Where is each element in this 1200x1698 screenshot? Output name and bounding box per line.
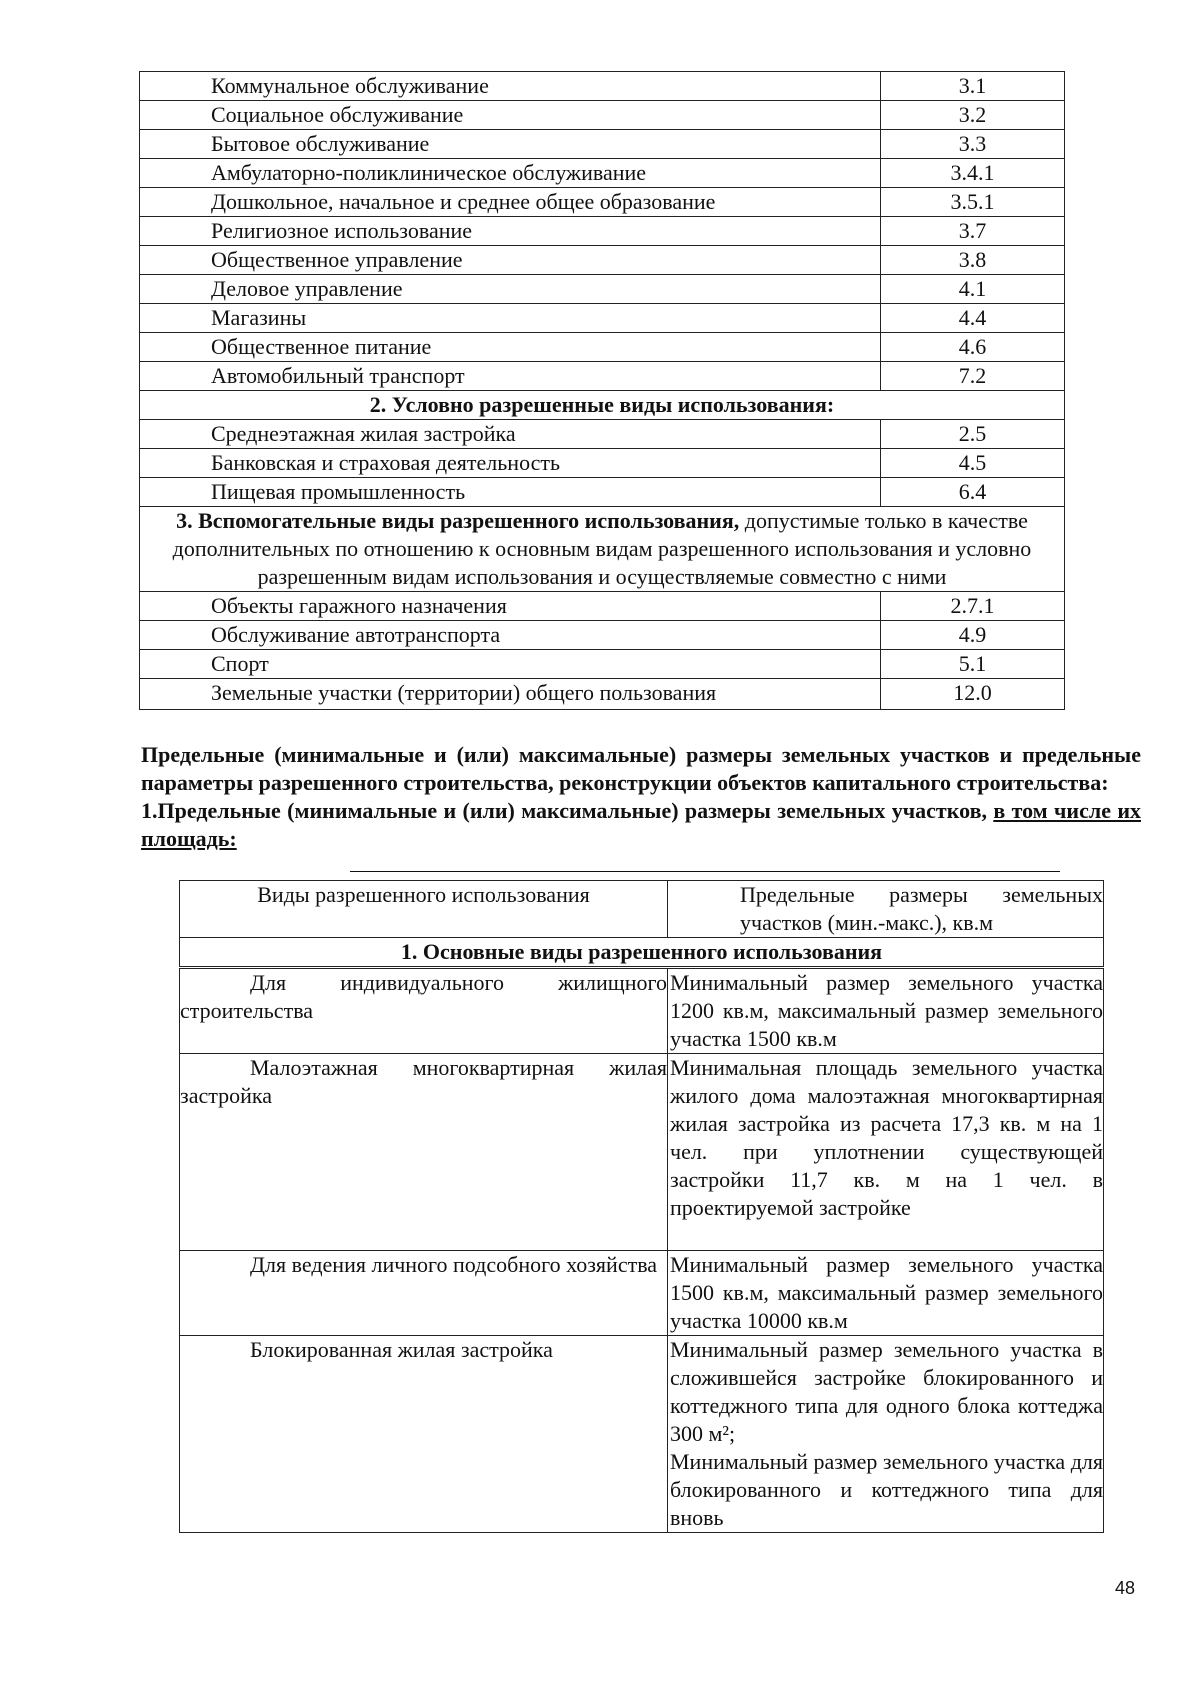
section-3-title <box>140 507 1065 592</box>
land-use-code: 3.3 <box>881 130 1065 159</box>
table-row <box>140 188 1065 217</box>
plot-size-cell: Минимальный размер земельного участка 1500 кв.м, максимальный размер земельного участка 10000 кв.м <box>668 1251 1104 1336</box>
table-row <box>140 275 1065 304</box>
plot-size-text-a: Минимальный размер земельного участка в сложившейся застройке блокированного и коттеджного типа для одного блока коттеджа 300 м²; <box>670 1337 1103 1446</box>
land-use-name: Среднеэтажная жилая застройка <box>140 420 881 449</box>
table-row <box>140 217 1065 246</box>
land-use-code: 6.4 <box>881 478 1065 507</box>
table-section-row <box>140 507 1065 592</box>
land-use-code: 3.4.1 <box>881 159 1065 188</box>
header-plot-size: Предельные размеры земельных участков (мин.-макс.), кв.м <box>668 881 1104 938</box>
land-use-name: Общественное питание <box>140 333 881 362</box>
land-use-code: 3.8 <box>881 246 1065 275</box>
section-2-title: 2. Условно разрешенные виды использования: <box>140 391 1065 420</box>
land-use-name: Банковская и страховая деятельность <box>140 449 881 478</box>
land-use-name: Пищевая промышленность <box>140 478 881 507</box>
plot-size-table <box>179 880 1104 1533</box>
land-use-code: 3.5.1 <box>881 188 1065 217</box>
table-section-row <box>140 391 1065 420</box>
land-use-code: 2.5 <box>881 420 1065 449</box>
land-use-name: Деловое управление <box>140 275 881 304</box>
land-use-code: 4.1 <box>881 275 1065 304</box>
table-row <box>140 130 1065 159</box>
land-use-name: Бытовое обслуживание <box>140 130 881 159</box>
land-use-code: 5.1 <box>881 650 1065 679</box>
heading-paragraph-2-underlined: в том числе их площадь: <box>141 798 1141 851</box>
plot-size-cell: Минимальный размер земельного участка 1200 кв.м, максимальный размер земельного участка 1500 кв.м <box>668 968 1104 1054</box>
table-row <box>140 362 1065 391</box>
land-use-cell: Для индивидуального жилищного строительства <box>180 968 668 1054</box>
table-row <box>180 968 1104 1054</box>
land-use-name: Дошкольное, начальное и среднее общее образование <box>140 188 881 217</box>
table-row <box>180 1251 1104 1336</box>
table-row <box>180 1054 1104 1251</box>
heading-paragraph-2 <box>141 797 1141 853</box>
table-header-row <box>180 881 1104 938</box>
plot-size-text-b: Минимальный размер земельного участка для блокированного и коттеджного типа для вновь <box>670 1449 1103 1530</box>
table-section-row <box>180 938 1104 968</box>
header-land-use: Виды разрешенного использования <box>180 881 668 938</box>
land-use-name: Амбулаторно-поликлиническое обслуживание <box>140 159 881 188</box>
table-row <box>140 333 1065 362</box>
land-use-code: 7.2 <box>881 362 1065 391</box>
land-use-name: Социальное обслуживание <box>140 101 881 130</box>
heading-paragraph-2-text: 1.Предельные (минимальные и (или) максимальные) размеры земельных участков, <box>141 798 994 823</box>
land-use-name: Спорт <box>140 650 881 679</box>
heading-paragraph-1: Предельные (минимальные и (или) максимальные) размеры земельных участков и предельные параметры разрешенного строительства, реконструкции объектов капитального строительства: <box>141 742 1141 795</box>
page-number: 48 <box>1115 1578 1136 1598</box>
underline-rule <box>350 871 1060 872</box>
section-heading <box>141 741 1141 853</box>
land-use-cell: Для ведения личного подсобного хозяйства <box>180 1251 668 1336</box>
table-row <box>140 621 1065 650</box>
land-use-name: Автомобильный транспорт <box>140 362 881 391</box>
plot-size-cell: Минимальная площадь земельного участка жилого дома малоэтажная многоквартирная жилая застройка из расчета 17,3 кв. м на 1 чел. при уплотнении существующей застройки 11,7 кв. м на 1 чел. в проектируемой застройке <box>668 1054 1104 1251</box>
section-3-title-bold: 3. Вспомогательные виды разрешенного использования, <box>176 508 740 533</box>
land-use-code: 12.0 <box>881 679 1065 710</box>
land-use-code: 2.7.1 <box>881 592 1065 621</box>
land-use-cell: Малоэтажная многоквартирная жилая застройка <box>180 1054 668 1251</box>
land-use-name: Обслуживание автотранспорта <box>140 621 881 650</box>
section-3-title-rest: допустимые только в качестве дополнительных по отношению к основным видам разрешенного использования и условно разрешенным видам использования и осуществляемые совместно с ними <box>172 508 1032 589</box>
table-row <box>140 592 1065 621</box>
section-1-title: 1. Основные виды разрешенного использования <box>180 938 1104 968</box>
land-use-code: 3.2 <box>881 101 1065 130</box>
table-row <box>140 478 1065 507</box>
land-use-name: Религиозное использование <box>140 217 881 246</box>
land-use-name: Общественное управление <box>140 246 881 275</box>
land-use-code: 4.4 <box>881 304 1065 333</box>
table-row <box>140 246 1065 275</box>
table-row <box>140 420 1065 449</box>
table-row <box>140 679 1065 710</box>
table-row <box>180 1336 1104 1533</box>
land-use-code: 3.1 <box>881 72 1065 101</box>
table-row <box>140 101 1065 130</box>
land-use-code: 4.6 <box>881 333 1065 362</box>
land-use-code: 4.5 <box>881 449 1065 478</box>
land-use-types-table <box>139 71 1065 710</box>
land-use-name: Коммунальное обслуживание <box>140 72 881 101</box>
land-use-name: Магазины <box>140 304 881 333</box>
land-use-name: Объекты гаражного назначения <box>140 592 881 621</box>
land-use-code: 4.9 <box>881 621 1065 650</box>
table-row <box>140 449 1065 478</box>
land-use-cell: Блокированная жилая застройка <box>180 1336 668 1533</box>
table-row <box>140 72 1065 101</box>
land-use-code: 3.7 <box>881 217 1065 246</box>
table-row <box>140 304 1065 333</box>
table-row <box>140 650 1065 679</box>
land-use-name: Земельные участки (территории) общего пользования <box>140 679 881 710</box>
plot-size-cell <box>668 1336 1104 1533</box>
table-row <box>140 159 1065 188</box>
